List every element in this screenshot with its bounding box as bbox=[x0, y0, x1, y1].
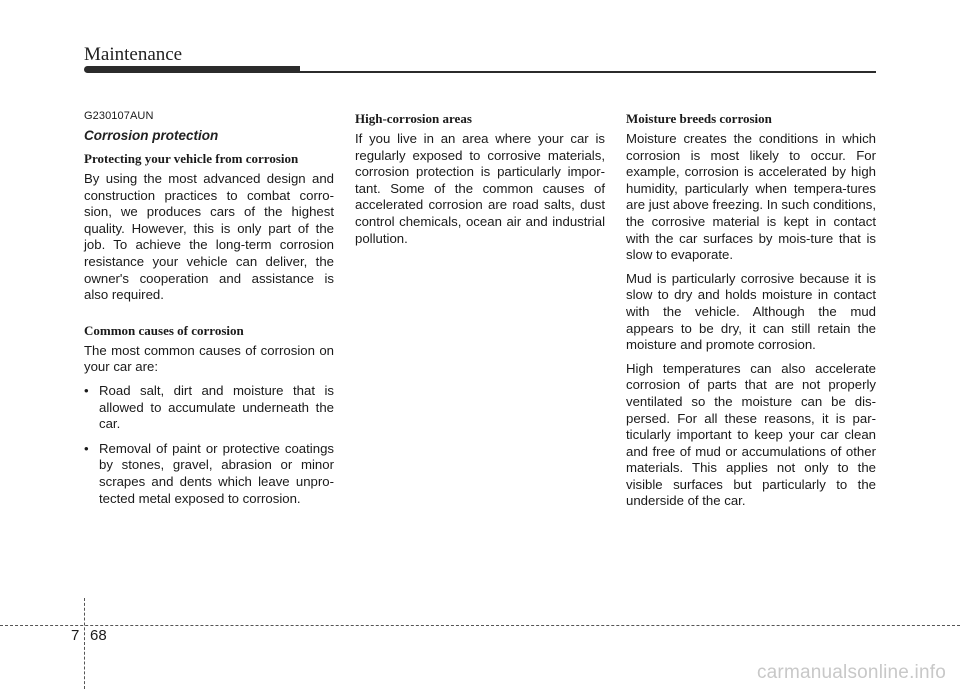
list-item bbox=[84, 383, 334, 433]
paragraph-high-corrosion: If you live in an area where your car is regularly exposed to corrosive materials, corrosion protection is particularly impor-tant. Some of the common causes of accelerated corrosion are road salts, dust control chemicals, ocean air and industrial pollution. bbox=[355, 131, 605, 246]
list-item-text: Road salt, dirt and moisture that is allowed to accumulate underneath the car. bbox=[99, 382, 334, 432]
header-rule bbox=[300, 71, 876, 73]
section-code: G230107AUN bbox=[84, 110, 154, 122]
list-item bbox=[84, 441, 334, 507]
header-bar bbox=[84, 66, 300, 73]
paragraph-protecting: By using the most advanced design and construction practices to combat corro-sion, we produces cars of the highest quality. However, this is only part of the job. To achieve the long-term corrosion resistance your vehicle can deliver, the owner's cooperation and assistance is also required. bbox=[84, 171, 334, 303]
column-2 bbox=[355, 111, 605, 254]
bullet-icon: • bbox=[84, 440, 89, 456]
watermark: carmanualsonline.info bbox=[756, 662, 946, 683]
subheading-high-corrosion: High-corrosion areas bbox=[355, 111, 472, 126]
bullet-icon: • bbox=[84, 382, 89, 398]
subheading-moisture: Moisture breeds corrosion bbox=[626, 111, 772, 126]
subheading-common-causes: Common causes of corrosion bbox=[84, 322, 244, 338]
paragraph-moisture-1: Moisture creates the conditions in which corrosion is most likely to occur. For example, corrosion is accelerated by high humidity, particularly when tempera-tures are just above freezing. In such conditions, the corrosive material is kept in contact with the car surfaces by mois-ture that is slow to evaporate. bbox=[626, 131, 876, 263]
column-3 bbox=[626, 111, 876, 517]
page-number: 68 bbox=[90, 627, 107, 644]
subheading-protecting: Protecting your vehicle from corrosion bbox=[84, 151, 299, 166]
paragraph-moisture-2: Mud is particularly corrosive because it is slow to dry and holds moisture in contact with the vehicle. Although the mud appears to be dry, it can still retain the moisture and promote corrosion. bbox=[626, 270, 876, 353]
paragraph-moisture-3: High temperatures can also accelerate corrosion of parts that are not properly ventilated so the moisture can be dis-persed. For all these reasons, it is par-ticularly important to keep your car clean and free of mud or accumulations of other materials. This applies not only to the visible surfaces but particularly to the underside of the car. bbox=[626, 360, 876, 509]
causes-list bbox=[84, 383, 334, 507]
chapter-number: 7 bbox=[71, 627, 80, 644]
section-title: Corrosion protection bbox=[84, 128, 219, 143]
footer-rule bbox=[0, 625, 960, 626]
column-1 bbox=[84, 110, 334, 515]
page-header-title: Maintenance bbox=[84, 44, 183, 65]
list-item-text: Removal of paint or protective coatings by stones, gravel, abrasion or minor scrapes and dents which leave unpro-tected metal exposed to corrosion. bbox=[99, 440, 334, 506]
paragraph-common-causes: The most common causes of corrosion on your car are: bbox=[84, 342, 334, 375]
footer-divider bbox=[84, 598, 85, 689]
